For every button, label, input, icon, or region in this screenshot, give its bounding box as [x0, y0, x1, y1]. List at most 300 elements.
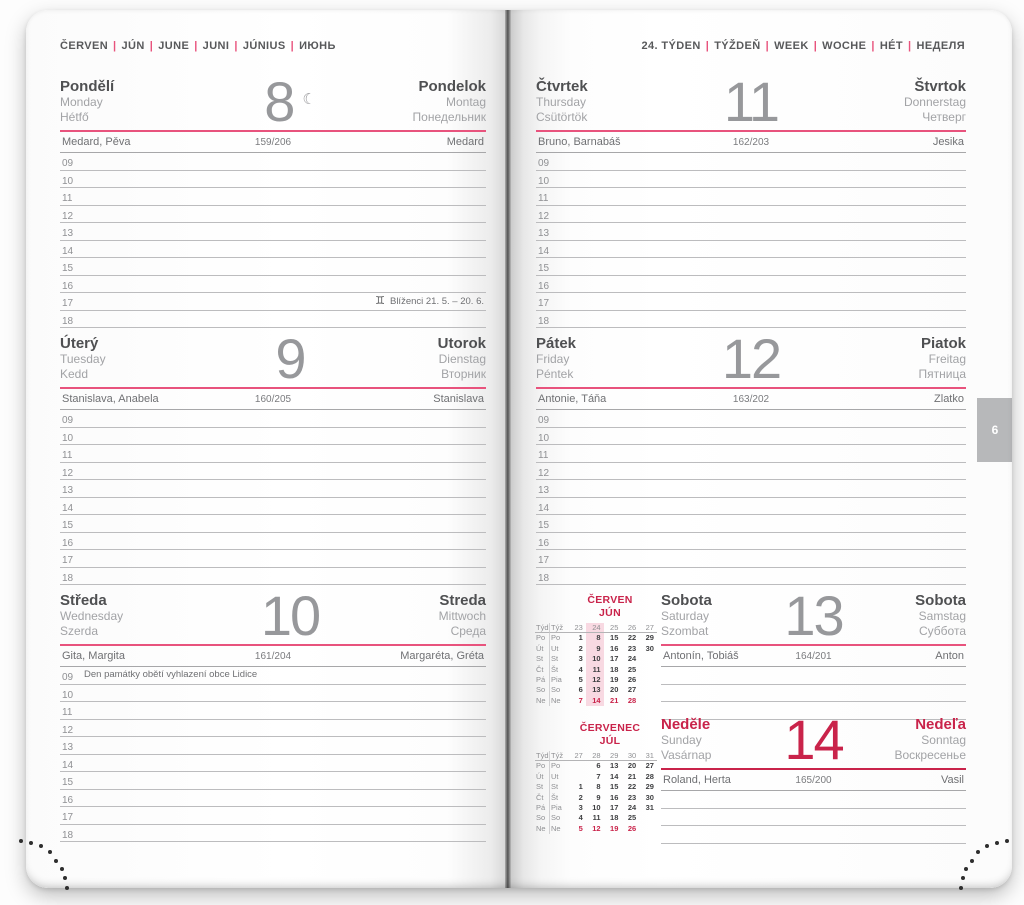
stitch-dot	[19, 839, 23, 843]
hour-label: 10	[62, 175, 74, 187]
nameday-row	[661, 646, 966, 667]
day-number: 13	[784, 584, 843, 647]
weekday-abbr-slovak: Ne	[551, 823, 561, 833]
week-number: 24	[586, 623, 604, 633]
weekday-abbr-czech: Ne	[535, 696, 550, 706]
weekday-abbr-slovak: Pia	[551, 674, 562, 684]
week-number: 27	[568, 751, 586, 761]
hour-row[interactable]	[536, 515, 966, 533]
hour-row[interactable]	[60, 702, 486, 720]
day-saturday	[661, 584, 966, 720]
hour-row[interactable]	[60, 188, 486, 206]
hour-row[interactable]	[60, 445, 486, 463]
stitch-dot	[964, 867, 968, 871]
hour-label: 10	[62, 689, 74, 701]
hour-row[interactable]	[60, 807, 486, 825]
calendar-date: 10	[586, 654, 604, 664]
day-name-slovak: Pondelok	[418, 78, 486, 95]
hour-label: 15	[62, 520, 74, 531]
calendar-date: 26	[627, 674, 637, 684]
day-name-hungarian: Szerda	[60, 624, 99, 638]
month-header	[60, 40, 336, 52]
day-of-year-counter: 162/203	[732, 137, 770, 148]
weekday-abbr-czech: Čt	[535, 665, 550, 675]
week-number: 27	[639, 623, 657, 633]
nameday-czech: Stanislava, Anabela	[62, 393, 159, 405]
day-name-german: Samstag	[918, 609, 966, 623]
hour-label: 16	[538, 280, 550, 292]
hour-row[interactable]	[60, 825, 486, 843]
hour-row[interactable]	[60, 258, 486, 276]
calendar-date: 19	[610, 674, 619, 684]
calendar-date: 12	[586, 675, 604, 685]
calendar-date: 17	[610, 654, 619, 664]
day-name-english: Friday	[536, 352, 570, 366]
weekday-abbr-czech: Pá	[535, 803, 550, 813]
day-name-czech: Pátek	[536, 335, 577, 352]
week-number: 28	[586, 751, 604, 761]
hour-row[interactable]	[60, 171, 486, 189]
weekday-abbr-czech: St	[535, 782, 550, 792]
hour-label: 12	[62, 467, 74, 479]
hour-label: 12	[538, 467, 550, 479]
day-name-czech: Úterý	[60, 335, 99, 352]
header-item: JUNI	[202, 40, 230, 52]
day-names-right-column	[894, 716, 966, 763]
calendar-date: 22	[627, 633, 637, 643]
calendar-date: 6	[578, 685, 583, 695]
hour-label: 17	[538, 298, 550, 309]
calendar-date: 18	[610, 813, 619, 823]
calendar-date: 26	[627, 823, 637, 833]
hour-row[interactable]	[536, 276, 966, 294]
calendar-date: 13	[586, 685, 604, 695]
stitch-dot	[54, 859, 58, 863]
calendar-date: 5	[578, 674, 583, 684]
day-tuesday	[60, 327, 486, 585]
nameday-czech: Gita, Margita	[62, 650, 125, 662]
day-header	[661, 708, 966, 771]
header-item: WEEK	[774, 40, 809, 52]
hour-row[interactable]	[60, 153, 486, 171]
calendar-date	[639, 696, 657, 706]
hour-row[interactable]	[60, 311, 486, 329]
calendar-date: 9	[596, 792, 601, 802]
calendar-date: 16	[610, 792, 619, 802]
header-separator: |	[113, 40, 117, 52]
nameday-row	[536, 132, 966, 153]
calendar-date: 18	[610, 664, 619, 674]
stitch-dot	[29, 841, 33, 845]
hour-row[interactable]	[661, 826, 966, 844]
hour-row[interactable]	[60, 772, 486, 790]
nameday-czech: Antonín, Tobiáš	[663, 650, 739, 662]
day-names-right-column	[904, 78, 966, 125]
calendar-date: 27	[645, 761, 654, 771]
nameday-slovak: Medard	[446, 136, 484, 148]
header-item: HÉT	[879, 40, 904, 52]
calendar-date: 31	[645, 802, 654, 812]
calendar-date: 14	[610, 771, 619, 781]
hour-label: 11	[538, 193, 549, 204]
header-separator: |	[908, 40, 912, 52]
week-number: 25	[604, 623, 622, 633]
hour-row[interactable]	[60, 737, 486, 755]
header-separator: |	[149, 40, 154, 52]
hour-row[interactable]	[60, 720, 486, 738]
day-name-hungarian: Kedd	[60, 367, 89, 381]
hour-row[interactable]	[536, 171, 966, 189]
hour-label: 09	[62, 415, 74, 426]
calendar-date: 10	[592, 802, 601, 812]
calendar-date: 4	[578, 813, 583, 823]
weekday-abbr-slovak: Št	[551, 792, 559, 802]
stitch-dot	[39, 844, 43, 848]
day-name-english: Monday	[60, 95, 103, 109]
day-names-right-column	[919, 335, 967, 382]
weekday-abbr-slovak: Po	[551, 761, 561, 771]
nameday-slovak: Anton	[935, 650, 964, 662]
left-page	[26, 10, 505, 888]
hour-row[interactable]	[536, 480, 966, 498]
weekday-abbr-czech: So	[535, 813, 550, 823]
week-header	[641, 40, 965, 52]
calendar-date: 28	[627, 695, 637, 705]
hour-label: 17	[538, 555, 550, 566]
day-names-right-column	[915, 592, 966, 639]
day-number: 8	[264, 70, 294, 133]
header-item: JÚNIUS	[242, 40, 286, 52]
weekday-abbr-slovak: Ne	[551, 695, 561, 705]
weekday-abbr-czech: Po	[535, 633, 550, 643]
header-separator: |	[290, 40, 295, 52]
hour-row[interactable]	[536, 463, 966, 481]
weekday-abbr-slovak: Ut	[551, 643, 559, 653]
hour-label: 11	[62, 707, 73, 718]
day-name-slovak: Sobota	[915, 592, 966, 609]
hour-label: 14	[538, 245, 550, 257]
day-of-year-counter: 165/200	[795, 775, 832, 786]
header-item: TÝŽDEŇ	[714, 40, 761, 52]
calendar-date: 19	[610, 823, 619, 833]
hour-label: 15	[62, 777, 74, 788]
hour-label: 16	[62, 537, 74, 549]
hour-row[interactable]	[60, 463, 486, 481]
day-number: 10	[260, 584, 320, 647]
stitch-dot	[970, 859, 974, 863]
hour-grid	[60, 410, 486, 585]
day-wednesday	[60, 584, 486, 842]
header-separator: |	[705, 40, 710, 52]
hour-row[interactable]	[536, 188, 966, 206]
header-item: ИЮНЬ	[299, 40, 336, 52]
calendar-date: 25	[627, 664, 637, 674]
hour-row[interactable]	[60, 241, 486, 259]
nameday-czech: Medard, Pěva	[62, 136, 131, 148]
hour-label: 10	[538, 175, 550, 187]
calendar-date: 11	[586, 665, 604, 675]
nameday-slovak: Stanislava	[433, 393, 484, 405]
day-names-right-column	[439, 592, 486, 639]
hour-row[interactable]	[536, 153, 966, 171]
hour-row[interactable]	[60, 480, 486, 498]
hour-row[interactable]	[60, 568, 486, 586]
week-number: 23	[568, 623, 586, 633]
nameday-slovak: Vasil	[940, 774, 964, 786]
calendar-date: 22	[627, 782, 637, 792]
hour-label: 13	[62, 742, 74, 753]
day-name-german: Sonntag	[921, 733, 966, 747]
nameday-slovak: Jesika	[932, 136, 964, 148]
calendar-date: 20	[627, 761, 637, 771]
calendar-date	[639, 654, 657, 664]
page-tab[interactable]: 6	[977, 398, 1012, 462]
day-sunday	[661, 708, 966, 844]
week-number: 31	[639, 751, 657, 761]
mini-calendar-title: JÚL	[599, 735, 621, 747]
day-name-czech: Pondělí	[60, 78, 115, 95]
day-name-german: Montag	[445, 95, 486, 109]
hour-label: 09	[62, 158, 74, 169]
week-number: 29	[604, 751, 622, 761]
hour-grid	[60, 153, 486, 328]
calendar-date: 23	[627, 792, 637, 802]
hour-label: 13	[538, 485, 550, 496]
day-name-hungarian: Vasárnap	[661, 748, 712, 762]
hour-row[interactable]	[661, 667, 966, 685]
mini-calendar-title: ČERVEN	[587, 594, 633, 606]
weekday-abbr-czech: Ne	[535, 824, 550, 834]
calendar-date: 24	[627, 802, 637, 812]
day-header	[661, 584, 966, 647]
hour-label: 15	[62, 263, 74, 274]
hour-note	[375, 293, 484, 310]
day-header	[60, 584, 486, 647]
calendar-date: 20	[610, 685, 619, 695]
stitch-dot	[959, 886, 963, 890]
stitch-dot	[63, 876, 67, 880]
header-separator: |	[871, 40, 875, 52]
hour-row[interactable]	[661, 685, 966, 703]
weekday-abbr-czech: Út	[535, 644, 550, 654]
hour-label: 13	[538, 228, 550, 239]
hour-row[interactable]	[536, 223, 966, 241]
day-name-hungarian: Szombat	[661, 624, 709, 638]
hour-note-text: Blíženci 21. 5. – 20. 6.	[389, 296, 484, 307]
hour-row[interactable]	[60, 498, 486, 516]
day-name-russian: Пятница	[918, 367, 966, 381]
weekday-abbr-czech: Út	[535, 772, 550, 782]
calendar-date: 3	[578, 654, 583, 664]
day-number: 11	[723, 70, 779, 133]
hour-row[interactable]	[536, 498, 966, 516]
hour-label: 16	[538, 537, 550, 549]
calendar-date: 15	[610, 633, 619, 643]
gemini-zodiac-icon: ♊	[375, 295, 385, 307]
day-name-russian: Четверг	[922, 110, 966, 124]
nameday-czech: Bruno, Barnabáš	[538, 136, 621, 148]
hour-row[interactable]	[60, 276, 486, 294]
hour-label: 15	[538, 263, 550, 274]
stitch-dot	[995, 841, 999, 845]
hour-label: 18	[62, 315, 74, 327]
day-name-hungarian: Csütörtök	[536, 110, 588, 124]
mini-calendar-grid	[535, 623, 657, 706]
moon-phase-icon: ☾	[302, 91, 316, 108]
nameday-row	[60, 389, 486, 410]
hour-row[interactable]	[60, 410, 486, 428]
weekday-abbr-slovak: So	[551, 685, 561, 695]
hour-grid	[536, 410, 966, 585]
calendar-date: 27	[627, 685, 637, 695]
day-name-czech: Sobota	[661, 592, 712, 609]
weekday-abbr-czech: Pá	[535, 675, 550, 685]
calendar-date	[568, 761, 586, 771]
calendar-date: 21	[627, 771, 637, 781]
hour-label: 11	[62, 193, 73, 204]
hour-row[interactable]	[60, 515, 486, 533]
day-name-russian: Вторник	[441, 367, 486, 381]
hour-label: 11	[538, 450, 549, 461]
hour-label: 14	[538, 502, 550, 514]
stitch-dot	[1005, 839, 1009, 843]
hour-row[interactable]	[536, 241, 966, 259]
day-number: 14	[784, 708, 843, 771]
hour-row[interactable]	[536, 258, 966, 276]
day-name-slovak: Streda	[439, 592, 486, 609]
hour-row[interactable]	[60, 755, 486, 773]
calendar-date: 28	[645, 771, 654, 781]
nameday-row	[661, 770, 966, 791]
day-name-english: Sunday	[661, 733, 702, 747]
hour-label: 12	[62, 210, 74, 222]
hour-note	[84, 667, 257, 683]
calendar-date: 25	[627, 813, 637, 823]
day-number: 12	[721, 327, 781, 390]
hour-note-text: Den památky obětí vyhlazení obce Lidice	[84, 669, 258, 680]
day-name-slovak: Štvrtok	[914, 78, 966, 95]
hour-row[interactable]	[536, 568, 966, 586]
calendar-date: 5	[578, 823, 583, 833]
hour-row[interactable]	[60, 667, 486, 685]
hour-row[interactable]	[661, 809, 966, 827]
day-of-year-counter: 159/206	[254, 137, 292, 148]
calendar-date: 30	[645, 643, 654, 653]
stitch-dot	[976, 850, 980, 854]
hour-label: 13	[62, 485, 74, 496]
mini-calendar-july	[535, 722, 657, 834]
hour-label: 18	[538, 572, 550, 584]
hour-label: 09	[62, 672, 74, 683]
day-name-slovak: Nedeľa	[915, 716, 966, 733]
hour-label: 17	[62, 298, 74, 309]
hour-label: 13	[62, 228, 74, 239]
day-name-german: Mittwoch	[438, 609, 486, 623]
hour-row[interactable]	[536, 550, 966, 568]
header-separator: |	[234, 40, 238, 52]
day-of-year-counter: 161/204	[254, 651, 292, 662]
hour-label: 14	[62, 245, 74, 257]
mini-calendar-title: ČERVENEC	[579, 722, 641, 734]
calendar-date: 3	[578, 802, 583, 812]
hour-row[interactable]	[536, 311, 966, 329]
calendar-date	[568, 772, 586, 782]
day-name-czech: Středa	[60, 592, 107, 609]
calendar-date: 16	[610, 643, 619, 653]
day-of-year-counter: 163/202	[732, 394, 770, 405]
day-name-english: Tuesday	[60, 352, 106, 366]
header-item: WOCHE	[822, 40, 867, 52]
hour-row[interactable]	[60, 533, 486, 551]
hour-row[interactable]	[536, 293, 966, 311]
calendar-date: 23	[627, 643, 637, 653]
weekday-abbr-czech: Čt	[535, 793, 550, 803]
hour-row[interactable]	[60, 293, 486, 311]
weekday-abbr-czech: Po	[535, 761, 550, 771]
mini-calendar-title: JÚN	[599, 607, 621, 619]
nameday-slovak: Margaréta, Gréta	[400, 650, 484, 662]
calendar-date	[639, 685, 657, 695]
hour-label: 17	[62, 812, 74, 823]
hour-row[interactable]	[60, 223, 486, 241]
nameday-row	[60, 132, 486, 153]
week-column-header-czech: Týd	[536, 751, 549, 760]
hour-row[interactable]	[60, 428, 486, 446]
week-number: 30	[621, 751, 639, 761]
hour-row[interactable]	[60, 206, 486, 224]
day-name-english: Thursday	[536, 95, 587, 109]
calendar-date: 2	[578, 792, 583, 802]
calendar-date: 30	[645, 792, 654, 802]
hour-row[interactable]	[536, 206, 966, 224]
hour-label: 14	[62, 502, 74, 514]
weekday-abbr-slovak: So	[551, 813, 561, 823]
header-separator: |	[813, 40, 818, 52]
stitch-dot	[60, 867, 64, 871]
weekday-abbr-slovak: Pia	[551, 802, 562, 812]
calendar-date: 29	[645, 633, 654, 643]
nameday-slovak: Zlatko	[934, 393, 964, 405]
hour-row[interactable]	[60, 790, 486, 808]
nameday-row	[536, 389, 966, 410]
stitch-dot	[961, 876, 965, 880]
header-item: 24. TÝDEN	[641, 40, 701, 52]
week-column-header-czech: Týd	[536, 623, 549, 632]
hour-row[interactable]	[536, 445, 966, 463]
hour-row[interactable]	[661, 791, 966, 809]
stitch-dot	[985, 844, 989, 848]
day-of-year-counter: 160/205	[254, 394, 292, 405]
hour-row[interactable]	[536, 410, 966, 428]
stitch-dot	[65, 886, 69, 890]
header-separator: |	[765, 40, 770, 52]
weekday-abbr-slovak: Ut	[551, 771, 559, 781]
right-page	[511, 10, 1012, 888]
hour-row[interactable]	[60, 685, 486, 703]
stitch-dot	[48, 850, 52, 854]
day-name-czech: Neděle	[661, 716, 711, 733]
hour-row[interactable]	[536, 533, 966, 551]
weekday-abbr-slovak: St	[551, 654, 559, 664]
calendar-date: 2	[578, 643, 583, 653]
day-header	[60, 70, 486, 133]
week-column-header-slovak: Týž	[550, 623, 568, 633]
hour-row[interactable]	[60, 550, 486, 568]
day-name-russian: Суббота	[919, 624, 966, 638]
header-item: JUNE	[158, 40, 190, 52]
hour-label: 10	[538, 432, 550, 444]
hour-row[interactable]	[536, 428, 966, 446]
